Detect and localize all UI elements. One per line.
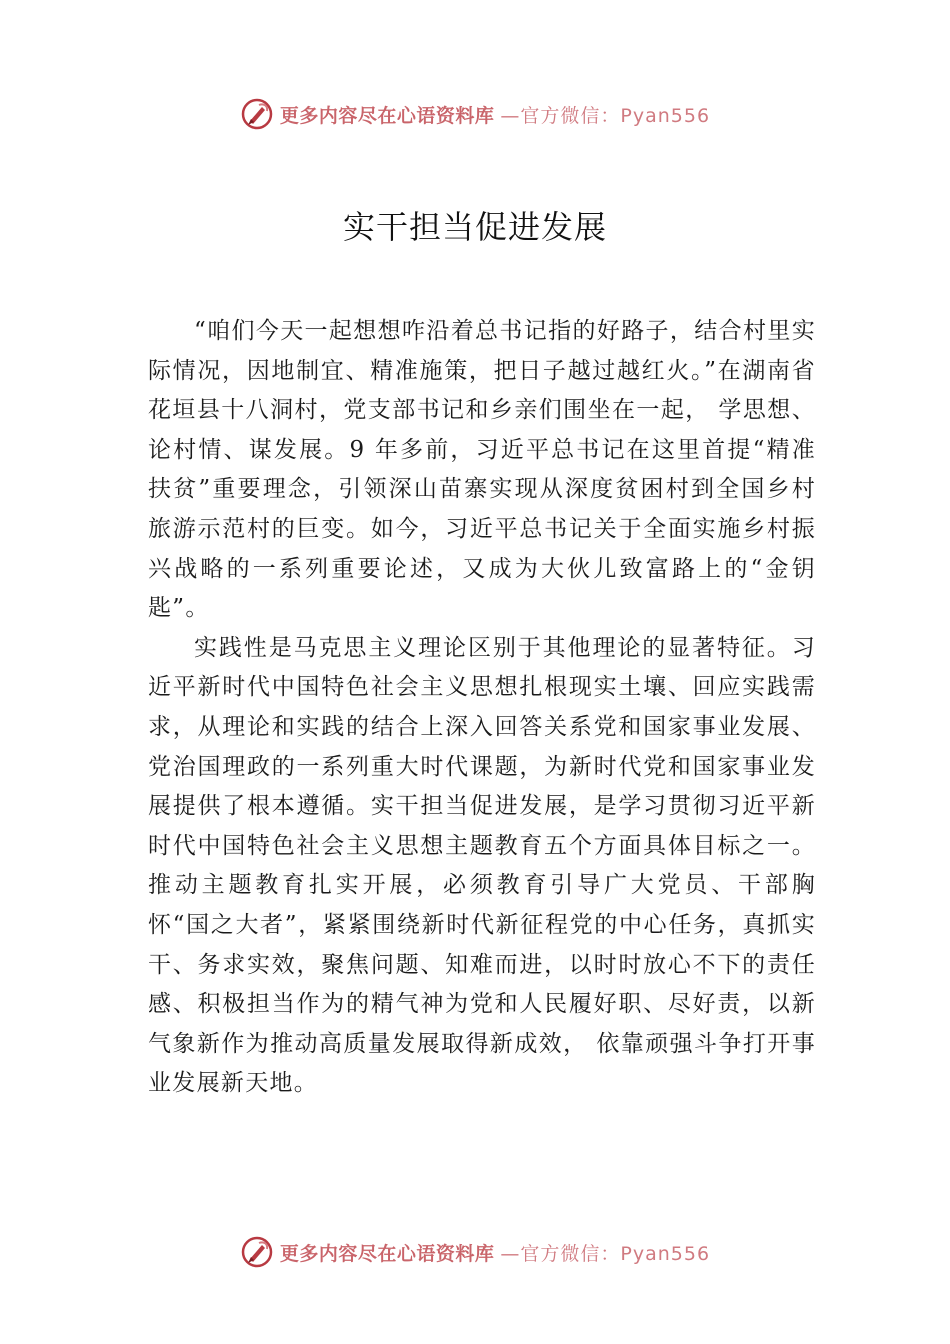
footer-banner [0,1232,950,1272]
document-title: 实干担当促进发展 [342,208,607,246]
paragraph-1: “咱们今天一起想想咋沿着总书记指的好路子，结合村里实际情况，因地制宜、精准施策，把日子越过越红火。”在湖南省花垣县十八洞村，党支部书记和乡亲们围坐在一起， 学思想、论村情、谋发展。9 年多前，习近平总书记在这里首提“精准扶贫”重要理念，引领深山苗寨实现从深度贫困村到全国乡村旅游示范村的巨变。如今，习近平总书记关于全面实施乡村振兴战略的一系列重要论述，又成为大伙儿致富路上的“金钥匙”。 [148,318,816,622]
banner-wechat-text: —官方微信：Pyan556 [500,1242,711,1265]
header-banner [0,94,950,134]
pen-nib-logo-icon [240,97,274,131]
document-body [148,312,816,1104]
paragraph-2: 实践性是马克思主义理论区别于其他理论的显著特征。习近平新时代中国特色社会主义思想扎根现实土壤、回应实践需求，从理论和实践的结合上深入回答关系党和国家事业发展、党治国理政的一系列重大时代课题，为新时代党和国家事业发展提供了根本遵循。实干担当促进发展，是学习贯彻习近平新时代中国特色社会主义思想主题教育五个方面具体目标之一。推动主题教育扎实开展，必须教育引导广大党员、干部胸怀“国之大者”，紧紧围绕新时代新征程党的中心任务，真抓实干、务求实效，聚焦问题、知难而进，以时时放心不下的责任感、积极担当作为的精气神为党和人民履好职、尽好责，以新气象新作为推动高质量发展取得新成效， 依靠顽强斗争打开事业发展新天地。 [148,634,816,1097]
banner-brand-text: 更多内容尽在心语资料库 [279,104,495,127]
banner-brand-text: 更多内容尽在心语资料库 [279,1242,495,1265]
pen-nib-logo-icon [240,1235,274,1269]
banner-wechat-text: —官方微信：Pyan556 [500,104,711,127]
